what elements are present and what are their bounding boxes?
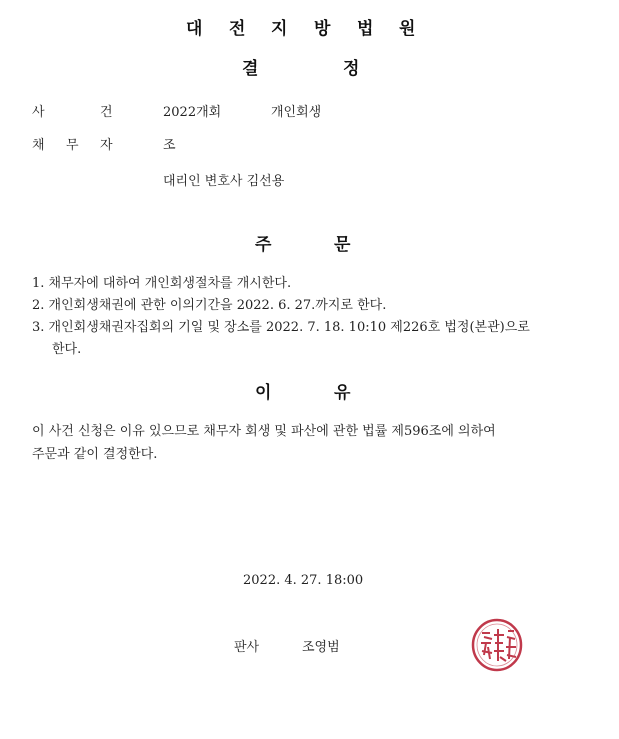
document-title-char: 결	[242, 59, 259, 79]
reason-heading-char: 유	[334, 383, 351, 403]
order-heading-char: 주	[255, 235, 272, 255]
order-item: 3. 개인회생채권자집회의 기일 및 장소를 2022. 7. 18. 10:10 제226호 법정(본관)으로	[32, 320, 530, 335]
debtor-label-char: 자	[100, 138, 113, 153]
case-number: 2022개회	[163, 105, 222, 120]
order-item: 2. 개인회생채권에 관한 이의기간을 2022. 6. 27.까지로 한다.	[32, 298, 387, 313]
reason-text: 주문과 같이 결정한다.	[32, 447, 158, 462]
court-name-char: 원	[399, 19, 416, 39]
case-label-char: 건	[100, 105, 113, 120]
case-label-char: 사	[32, 105, 45, 120]
reason-text: 이 사건 신청은 이유 있으므로 채무자 회생 및 파산에 관한 법률 제596조에 의하여	[32, 424, 496, 439]
court-name-char: 전	[229, 19, 246, 39]
decision-date: 2022. 4. 27. 18:00	[243, 573, 364, 588]
order-heading-char: 문	[334, 235, 351, 255]
court-name-char: 지	[271, 19, 288, 39]
debtor-agent: 대리인 변호사 김선용	[163, 174, 285, 189]
case-type: 개인회생	[271, 105, 322, 120]
court-seal-icon	[470, 617, 524, 673]
order-item: 1. 채무자에 대하여 개인회생절차를 개시한다.	[32, 276, 292, 291]
order-item-continued: 한다.	[52, 342, 82, 357]
debtor-label-char: 채	[32, 138, 45, 153]
judge-name: 조영범	[302, 640, 340, 655]
judge-title: 판사	[234, 640, 260, 655]
reason-heading-char: 이	[255, 383, 272, 403]
court-name-char: 대	[186, 19, 203, 39]
debtor-name: 조	[163, 138, 176, 153]
court-name-char: 법	[357, 19, 374, 39]
court-name-char: 방	[314, 19, 331, 39]
debtor-label-char: 무	[66, 138, 79, 153]
document-title-char: 정	[343, 59, 360, 79]
